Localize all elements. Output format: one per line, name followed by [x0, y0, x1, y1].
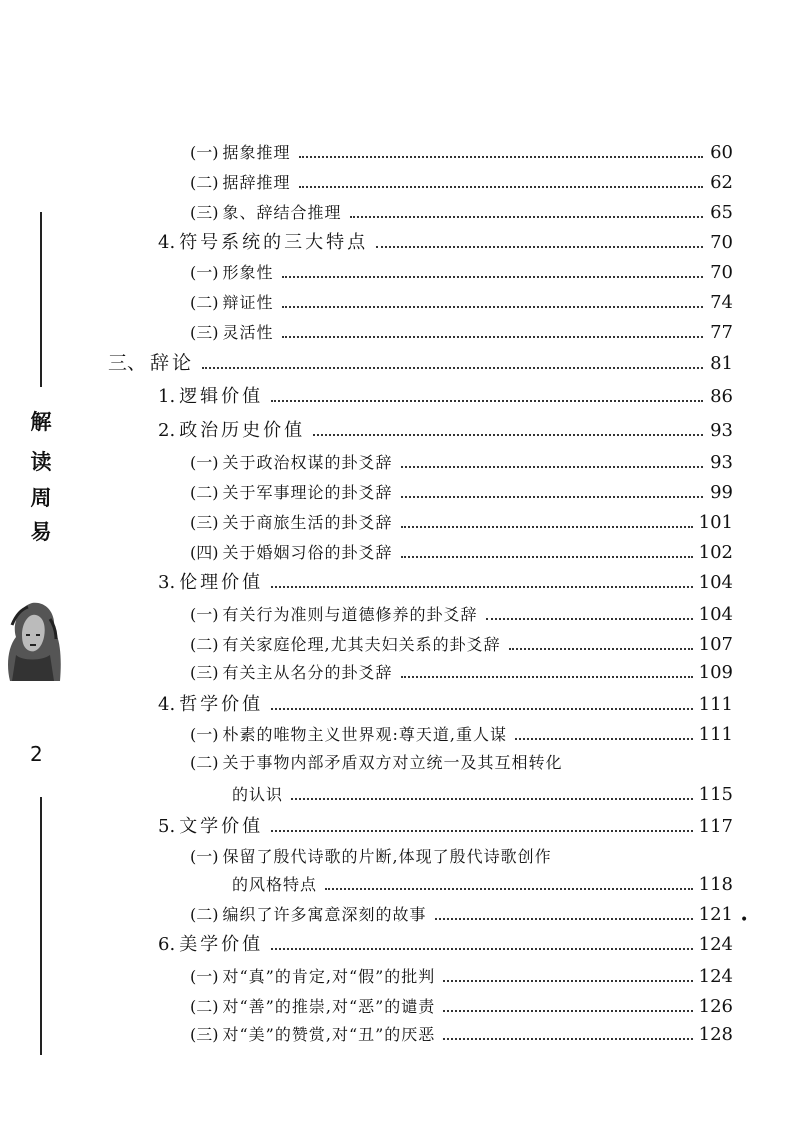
toc-entry-number: 4. — [158, 232, 176, 253]
toc-entry-page-number: 107 — [698, 634, 733, 655]
toc-entry-number: (一) — [190, 453, 219, 472]
toc-entry-number: 5. — [158, 816, 176, 837]
toc-entry-number: (一) — [190, 725, 219, 744]
toc-entry — [158, 816, 733, 838]
dot-leader — [271, 948, 692, 950]
dot-leader — [350, 216, 703, 218]
toc-entry-title: 编织了许多寓意深刻的故事 — [222, 905, 427, 924]
toc-entry-page-number: 121 — [698, 904, 733, 925]
toc-entry — [158, 572, 733, 594]
dot-leader — [401, 676, 693, 678]
dot-leader — [443, 1038, 692, 1040]
toc-entry-page-number: 102 — [698, 542, 733, 563]
toc-entry-title: 象、辞结合推理 — [222, 203, 342, 222]
toc-entry-page-number: 99 — [710, 482, 733, 503]
toc-entry-page-number: 111 — [698, 694, 733, 715]
toc-entry-number: (三) — [190, 1025, 219, 1044]
dot-leader — [282, 276, 703, 278]
toc-entry-page-number: 124 — [698, 966, 733, 987]
toc-entry — [190, 662, 733, 684]
toc-entry-title-continuation: 的风格特点 — [232, 875, 318, 894]
toc-entry — [158, 386, 733, 408]
toc-entry-number: (一) — [190, 263, 219, 282]
dot-leader — [401, 466, 703, 468]
toc-entry — [190, 996, 733, 1018]
toc-entry-page-number: 93 — [710, 452, 733, 473]
toc-entry — [190, 634, 733, 656]
toc-entry-title: 关于军事理论的卦爻辞 — [222, 483, 393, 502]
toc-entry-title: 美学价值 — [179, 934, 264, 955]
toc-entry-title: 对“美”的赞赏,对“丑”的厌恶 — [222, 1025, 436, 1044]
toc-entry-page-number: 111 — [698, 724, 733, 745]
toc-entry-title: 据辞推理 — [222, 173, 291, 192]
toc-entry-number: (三) — [190, 663, 219, 682]
toc-entry — [190, 262, 733, 284]
toc-entry-number: 三、 — [108, 352, 147, 374]
toc-entry-number: 3. — [158, 572, 176, 593]
toc-entry-number: (二) — [190, 173, 219, 192]
toc-entry-title: 灵活性 — [222, 323, 274, 342]
toc-entry-page-number: 118 — [698, 874, 733, 895]
toc-entry-number: (四) — [190, 543, 219, 562]
dot-leader — [271, 586, 692, 588]
toc-entry — [190, 966, 733, 988]
dot-leader — [313, 434, 703, 436]
toc-entry — [190, 1024, 733, 1046]
dot-leader — [271, 400, 703, 402]
toc-entry-page-number: 104 — [698, 604, 733, 625]
toc-entry-page-number: 65 — [710, 202, 733, 223]
toc-entry — [190, 482, 733, 504]
dot-leader — [282, 336, 703, 338]
toc-entry-number: (一) — [190, 143, 219, 162]
toc-entry — [190, 752, 563, 774]
dot-leader — [299, 156, 703, 158]
toc-entry-number: (三) — [190, 323, 219, 342]
toc-entry-title: 政治历史价值 — [179, 420, 306, 441]
toc-entry-title: 关于商旅生活的卦爻辞 — [222, 513, 393, 532]
toc-entry — [158, 420, 733, 442]
book-title-char: 周 — [30, 485, 52, 510]
toc-entry-page-number: 70 — [710, 232, 733, 253]
toc-entry-number: 4. — [158, 694, 176, 715]
toc-entry — [190, 512, 733, 534]
toc-entry-title: 有关家庭伦理,尤其夫妇关系的卦爻辞 — [222, 635, 501, 654]
toc-entry-title: 对“真”的肯定,对“假”的批判 — [222, 967, 436, 986]
toc-entry-number: (三) — [190, 513, 219, 532]
toc-entry-number: (三) — [190, 203, 219, 222]
toc-entry-page-number: 62 — [710, 172, 733, 193]
toc-entry-title: 形象性 — [222, 263, 274, 282]
toc-entry-page-number: 74 — [710, 292, 733, 313]
toc-entry-page-number: 86 — [710, 386, 733, 407]
toc-entry-page-number: 93 — [710, 420, 733, 441]
toc-entry-title: 关于政治权谋的卦爻辞 — [222, 453, 393, 472]
toc-entry — [158, 694, 733, 716]
toc-entry-number: (一) — [190, 605, 219, 624]
toc-entry-title: 保留了殷代诗歌的片断,体现了殷代诗歌创作 — [222, 847, 552, 866]
toc-entry-page-number: 70 — [710, 262, 733, 283]
toc-entry-title: 关于婚姻习俗的卦爻辞 — [222, 543, 393, 562]
book-title-char: 读 — [30, 449, 52, 474]
dot-leader — [435, 918, 693, 920]
toc-entry-number: (二) — [190, 753, 219, 772]
toc-entry — [190, 142, 733, 164]
toc-entry — [158, 934, 733, 956]
toc-entry — [190, 172, 733, 194]
stray-ink-mark: • — [740, 912, 749, 928]
dot-leader — [376, 246, 703, 248]
toc-entry — [108, 352, 733, 375]
toc-entry — [190, 724, 733, 746]
toc-entry-title: 有关行为准则与道德修养的卦爻辞 — [222, 605, 478, 624]
toc-entry — [190, 846, 552, 868]
toc-entry-title: 有关主从名分的卦爻辞 — [222, 663, 393, 682]
dot-leader — [401, 496, 703, 498]
toc-entry-number: (二) — [190, 997, 219, 1016]
toc-entry-title: 辞论 — [150, 352, 195, 374]
dot-leader — [202, 367, 703, 369]
toc-entry-title: 文学价值 — [179, 816, 264, 837]
toc-entry — [158, 232, 733, 254]
toc-entry-number: 2. — [158, 420, 176, 441]
book-title-char: 解 — [30, 409, 52, 434]
toc-entry-number: 1. — [158, 386, 176, 407]
toc-entry-title: 朴素的唯物主义世界观:尊天道,重人谋 — [222, 725, 507, 744]
toc-entry — [190, 202, 733, 224]
toc-entry-page-number: 77 — [710, 322, 733, 343]
toc-entry-number: (二) — [190, 905, 219, 924]
page-number: 2 — [30, 742, 43, 766]
toc-entry — [190, 452, 733, 474]
toc-entry-title: 符号系统的三大特点 — [179, 232, 369, 253]
book-title-char: 易 — [30, 519, 52, 544]
toc-entry — [190, 604, 733, 626]
toc-entry-title: 哲学价值 — [179, 694, 264, 715]
toc-entry-number: (一) — [190, 967, 219, 986]
dot-leader — [299, 186, 703, 188]
toc-entry-title: 据象推理 — [222, 143, 291, 162]
toc-entry-number: (一) — [190, 847, 219, 866]
dot-leader — [509, 648, 693, 650]
toc-entry-number: 6. — [158, 934, 176, 955]
toc-entry-title: 伦理价值 — [179, 572, 264, 593]
dot-leader — [401, 526, 693, 528]
toc-entry-page-number: 104 — [698, 572, 733, 593]
toc-entry-title-continuation: 的认识 — [232, 785, 284, 804]
toc-entry-continuation — [232, 784, 733, 806]
toc-entry — [190, 542, 733, 564]
dot-leader — [271, 830, 692, 832]
dot-leader — [271, 708, 692, 710]
toc-entry-page-number: 126 — [698, 996, 733, 1017]
dot-leader — [486, 618, 693, 620]
toc-entry-number: (二) — [190, 483, 219, 502]
dot-leader — [282, 306, 703, 308]
toc-entry-title: 对“善”的推崇,对“恶”的谴责 — [222, 997, 436, 1016]
dot-leader — [401, 556, 693, 558]
toc-entry-page-number: 109 — [698, 662, 733, 683]
toc-entry-continuation — [232, 874, 733, 896]
toc-entry-title: 关于事物内部矛盾双方对立统一及其互相转化 — [222, 753, 563, 772]
toc-entry — [190, 292, 733, 314]
toc-entry-number: (二) — [190, 293, 219, 312]
dot-leader — [443, 980, 692, 982]
toc-entry-page-number: 101 — [698, 512, 733, 533]
toc-entry-page-number: 124 — [698, 934, 733, 955]
toc-entry-title: 逻辑价值 — [179, 386, 264, 407]
toc-entry-page-number: 81 — [710, 353, 733, 374]
toc-entry-title: 辩证性 — [222, 293, 274, 312]
dot-leader — [443, 1010, 692, 1012]
toc-entry-page-number: 115 — [698, 784, 733, 805]
toc-entry — [190, 904, 733, 926]
dot-leader — [325, 888, 693, 890]
toc-entry — [190, 322, 733, 344]
toc-entry-page-number: 60 — [710, 142, 733, 163]
dot-leader — [515, 738, 693, 740]
dot-leader — [291, 798, 693, 800]
toc-entry-page-number: 117 — [698, 816, 733, 837]
toc-entry-number: (二) — [190, 635, 219, 654]
toc-entry-page-number: 128 — [698, 1024, 733, 1045]
